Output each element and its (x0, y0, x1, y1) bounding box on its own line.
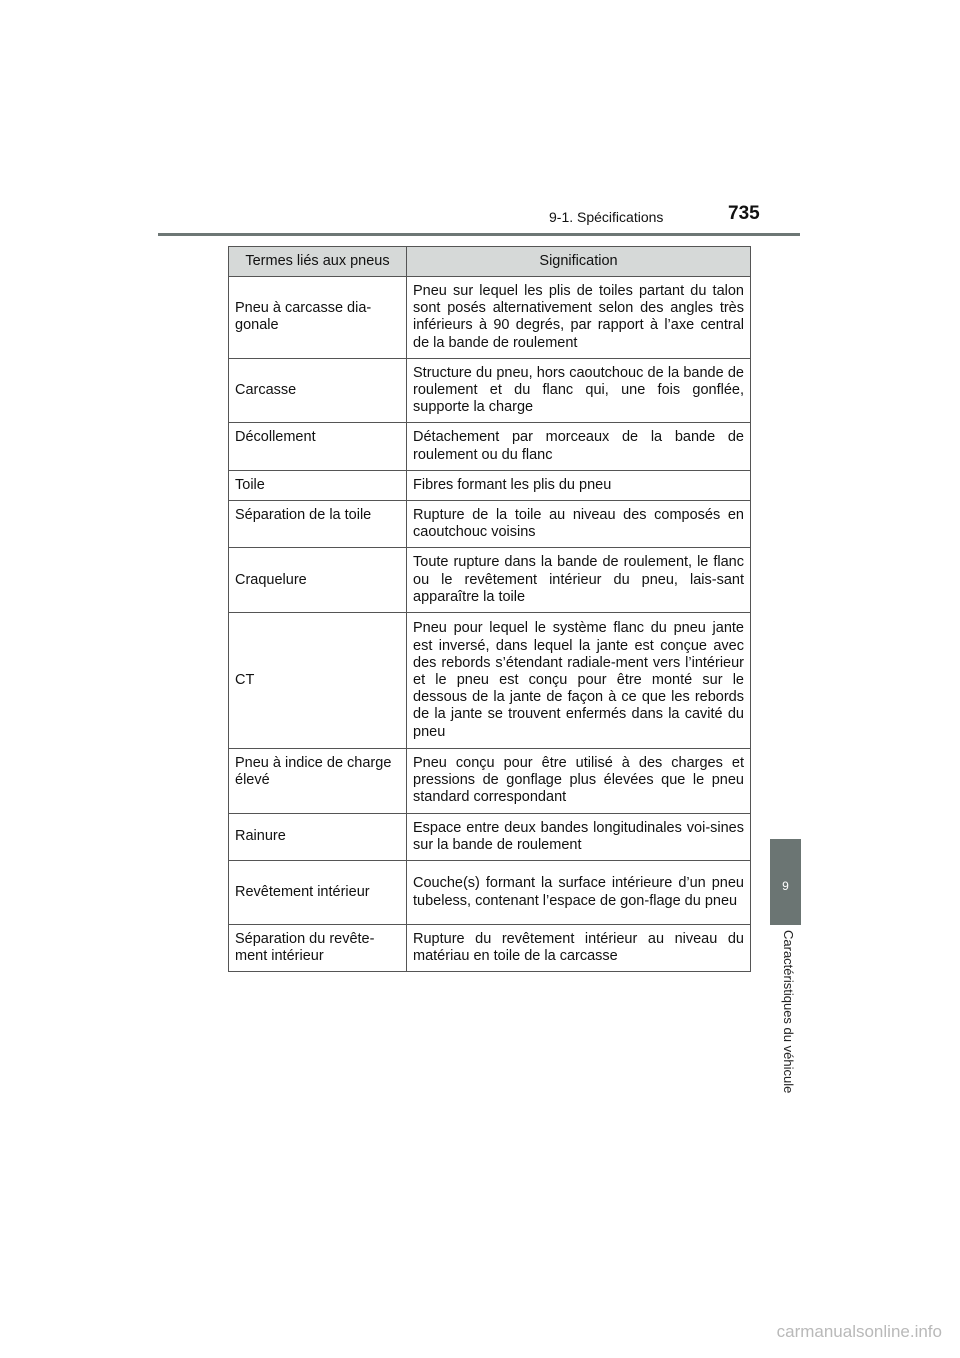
meaning-cell: Espace entre deux bandes longitudinales voi-sines sur la bande de roulement (407, 813, 751, 860)
header-divider (158, 233, 800, 236)
chapter-label: Caractéristiques du véhicule (781, 930, 796, 1094)
meaning-cell: Toute rupture dans la bande de roulement, le flanc ou le revêtement intérieur du pneu, lais-sant apparaître la toile (407, 548, 751, 613)
tire-terms-table (228, 246, 751, 972)
meaning-cell: Rupture de la toile au niveau des composés en caoutchouc voisins (407, 501, 751, 548)
column-header-term: Termes liés aux pneus (229, 247, 407, 277)
table-header-row (229, 247, 751, 277)
term-cell: Pneu à indice de charge élevé (229, 749, 407, 814)
term-cell: CT (229, 613, 407, 749)
term-cell: Craquelure (229, 548, 407, 613)
page-number: 735 (728, 203, 760, 224)
term-cell: Décollement (229, 423, 407, 470)
table-row (229, 548, 751, 613)
table-row (229, 423, 751, 470)
meaning-cell: Structure du pneu, hors caoutchouc de la bande de roulement et du flanc qui, une fois gonflée, supporte la charge (407, 358, 751, 423)
term-cell: Toile (229, 470, 407, 500)
table-row (229, 613, 751, 749)
meaning-cell: Rupture du revêtement intérieur au niveau du matériau en toile de la carcasse (407, 925, 751, 972)
column-header-meaning: Signification (407, 247, 751, 277)
term-cell: Pneu à carcasse dia-gonale (229, 277, 407, 359)
table-row (229, 861, 751, 925)
chapter-number: 9 (782, 879, 789, 893)
meaning-cell: Fibres formant les plis du pneu (407, 470, 751, 500)
term-cell: Séparation du revête-ment intérieur (229, 925, 407, 972)
meaning-cell: Pneu conçu pour être utilisé à des charges et pressions de gonflage plus élevées que le pneu standard correspondant (407, 749, 751, 814)
meaning-cell: Pneu sur lequel les plis de toiles partant du talon sont posés alternativement selon des angles très inférieurs à 90 degrés, par rapport à l’axe central de la bande de roulement (407, 277, 751, 359)
table-row (229, 470, 751, 500)
table-row (229, 749, 751, 814)
meaning-cell: Pneu pour lequel le système flanc du pneu jante est inversé, dans lequel la jante est conçue avec des rebords s’étendant radiale-ment vers l’intérieur et le pneu est conçu pour être monté sur le dessous de la jante de façon à ce que les rebords de la jante se trouvent enfermés dans la cavité du pneu (407, 613, 751, 749)
table-row (229, 501, 751, 548)
table-row (229, 925, 751, 972)
term-cell: Rainure (229, 813, 407, 860)
table-row (229, 358, 751, 423)
meaning-cell: Couche(s) formant la surface intérieure d’un pneu tubeless, contenant l’espace de gon-flage du pneu (407, 861, 751, 925)
term-cell: Revêtement intérieur (229, 861, 407, 925)
term-cell: Carcasse (229, 358, 407, 423)
watermark: carmanualsonline.info (776, 1322, 942, 1341)
chapter-tab (770, 839, 801, 925)
meaning-cell: Détachement par morceaux de la bande de roulement ou du flanc (407, 423, 751, 470)
table-row (229, 813, 751, 860)
section-title: 9-1. Spécifications (549, 209, 664, 225)
term-cell: Séparation de la toile (229, 501, 407, 548)
table-row (229, 277, 751, 359)
